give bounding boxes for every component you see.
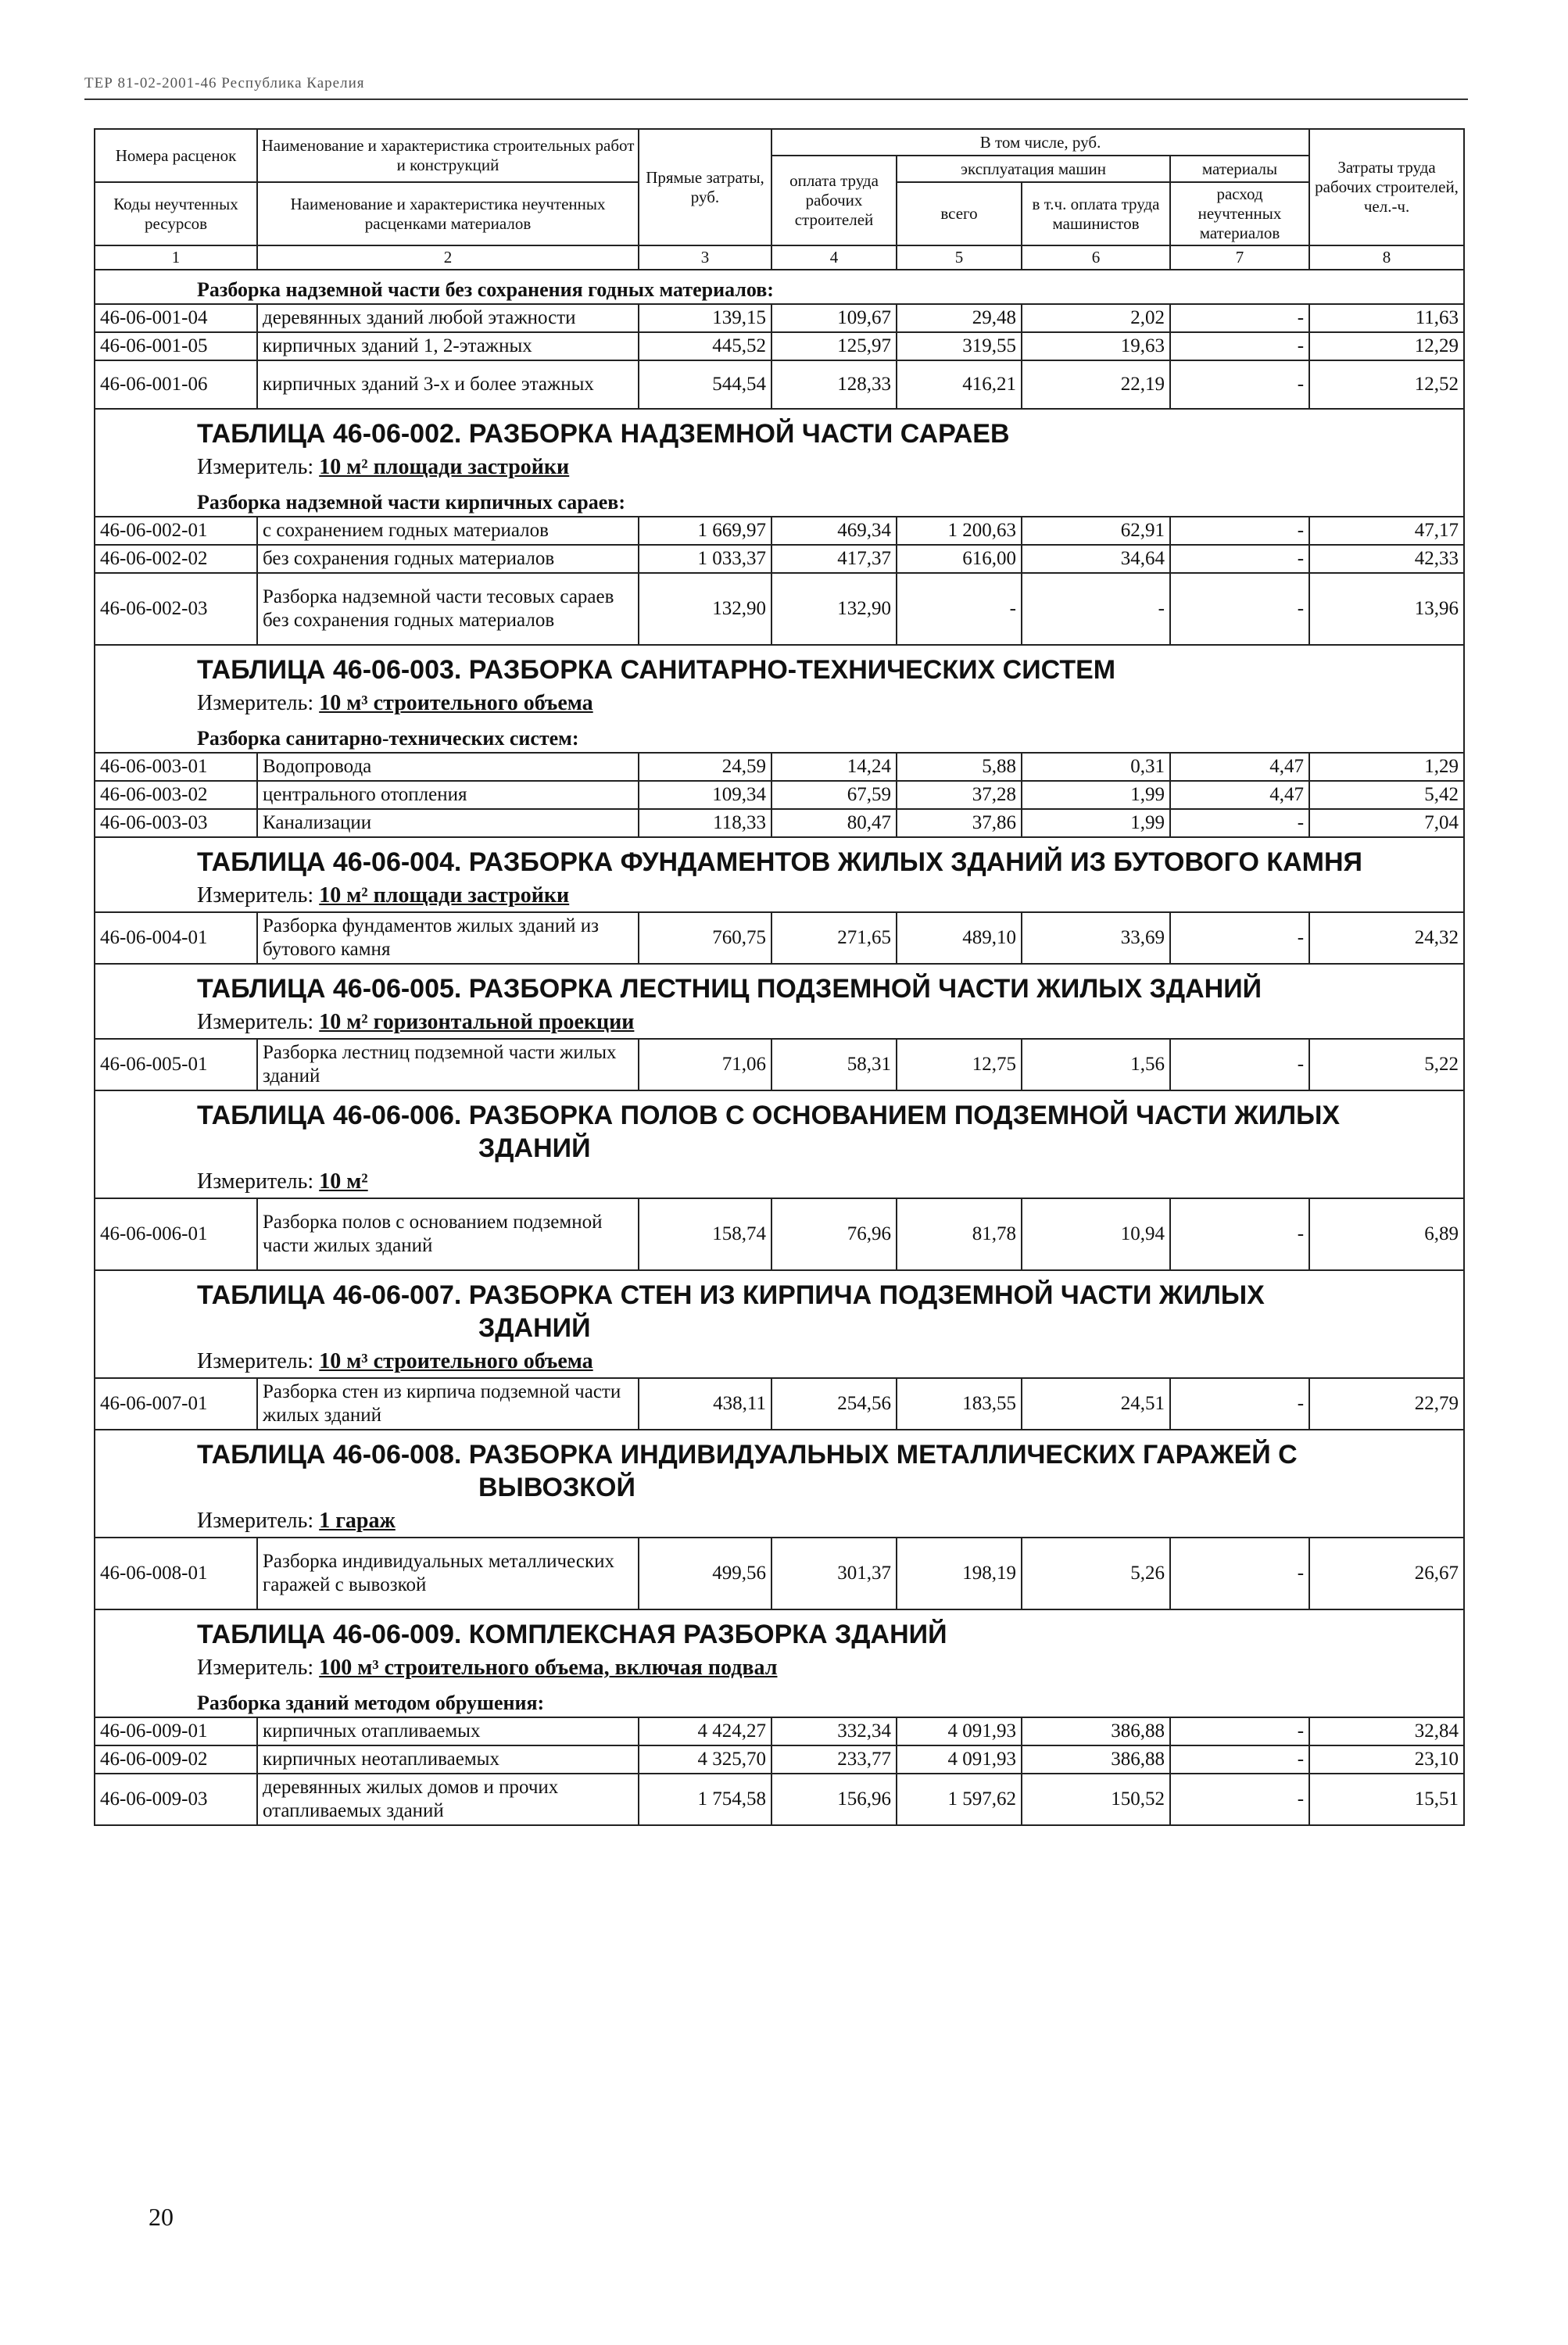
- wage-cost: 469,34: [771, 517, 897, 545]
- direct-cost: 1 669,97: [639, 517, 771, 545]
- work-name: кирпичных отапливаемых: [257, 1717, 639, 1745]
- col-name-sub-header: Наименование и характеристика неучтенных расценками материалов: [257, 182, 639, 245]
- group-title: Разборка надземной части без сохранения годных материалов:: [95, 270, 1464, 304]
- wage-cost: 417,37: [771, 545, 897, 573]
- measure-unit-label: Измеритель:: [197, 455, 320, 479]
- work-name: Водопровода: [257, 753, 639, 781]
- labor-cost: 32,84: [1309, 1717, 1464, 1745]
- rate-code: 46-06-008-01: [95, 1538, 257, 1609]
- work-name: кирпичных зданий 3-х и более этажных: [257, 360, 639, 409]
- rate-code: 46-06-003-03: [95, 809, 257, 837]
- direct-cost: 109,34: [639, 781, 771, 809]
- labor-cost: 13,96: [1309, 573, 1464, 645]
- group-title: Разборка надземной части кирпичных сараев:: [95, 483, 1464, 517]
- machine-cost: 12,75: [897, 1039, 1022, 1090]
- col-machines-wage-header: в т.ч. оплата труда машинистов: [1022, 182, 1170, 245]
- table-row: [95, 517, 1464, 545]
- material-cost: -: [1170, 1717, 1309, 1745]
- wage-cost: 132,90: [771, 573, 897, 645]
- rate-code: 46-06-002-02: [95, 545, 257, 573]
- direct-cost: 1 033,37: [639, 545, 771, 573]
- measure-unit: [95, 882, 1464, 912]
- rate-code: 46-06-001-06: [95, 360, 257, 409]
- measure-unit-label: Измеритель:: [197, 1509, 320, 1533]
- material-cost: -: [1170, 912, 1309, 964]
- table-title: [95, 1270, 1464, 1348]
- header-rule: [84, 98, 1468, 100]
- table-title-text-2: ЗДАНИЙ: [478, 1313, 591, 1343]
- wage-cost: 109,67: [771, 304, 897, 332]
- wage-cost: 128,33: [771, 360, 897, 409]
- labor-cost: 22,79: [1309, 1378, 1464, 1430]
- labor-cost: 15,51: [1309, 1774, 1464, 1825]
- machine-cost: 29,48: [897, 304, 1022, 332]
- measure-unit-label: Измеритель:: [197, 1656, 320, 1680]
- col-number: 4: [771, 245, 897, 270]
- col-direct-header: Прямые затраты, руб.: [639, 129, 771, 245]
- col-number: 3: [639, 245, 771, 270]
- running-header: ТЕР 81-02-2001-46 Республика Карелия: [84, 75, 365, 91]
- table-title: [95, 409, 1464, 453]
- table-title-row: [95, 964, 1464, 1008]
- material-cost: -: [1170, 1198, 1309, 1270]
- machine-cost: 4 091,93: [897, 1717, 1022, 1745]
- table-row: [95, 332, 1464, 360]
- labor-cost: 5,42: [1309, 781, 1464, 809]
- unit-row: [95, 882, 1464, 912]
- rate-code: 46-06-001-04: [95, 304, 257, 332]
- wage-cost: 254,56: [771, 1378, 897, 1430]
- machine-cost: -: [897, 573, 1022, 645]
- work-name: кирпичных зданий 1, 2-этажных: [257, 332, 639, 360]
- rate-code: 46-06-002-01: [95, 517, 257, 545]
- table-row: [95, 1717, 1464, 1745]
- rate-code: 46-06-009-03: [95, 1774, 257, 1825]
- work-name: с сохранением годных материалов: [257, 517, 639, 545]
- direct-cost: 438,11: [639, 1378, 771, 1430]
- table-row: [95, 753, 1464, 781]
- wage-cost: 80,47: [771, 809, 897, 837]
- table-row: [95, 1378, 1464, 1430]
- direct-cost: 4 424,27: [639, 1717, 771, 1745]
- machine-wage-cost: 33,69: [1022, 912, 1170, 964]
- measure-unit-value: 1 гараж: [319, 1509, 396, 1533]
- unit-row: [95, 1507, 1464, 1538]
- labor-cost: 12,29: [1309, 332, 1464, 360]
- table-title-text: ТАБЛИЦА 46-06-005. РАЗБОРКА ЛЕСТНИЦ ПОДЗЕМНОЙ ЧАСТИ ЖИЛЫХ ЗДАНИЙ: [197, 974, 1262, 1004]
- rate-code: 46-06-009-01: [95, 1717, 257, 1745]
- machine-wage-cost: 24,51: [1022, 1378, 1170, 1430]
- group-row: [95, 1684, 1464, 1717]
- table-row: [95, 1198, 1464, 1270]
- machine-wage-cost: 0,31: [1022, 753, 1170, 781]
- direct-cost: 544,54: [639, 360, 771, 409]
- sections-body: [95, 270, 1464, 1825]
- table-row: [95, 1538, 1464, 1609]
- table-title: [95, 1090, 1464, 1168]
- col-group-header: В том числе, руб.: [771, 129, 1309, 156]
- machine-wage-cost: 1,99: [1022, 781, 1170, 809]
- measure-unit-label: Измеритель:: [197, 1349, 320, 1373]
- machine-cost: 489,10: [897, 912, 1022, 964]
- rate-code: 46-06-004-01: [95, 912, 257, 964]
- table-title: [95, 1609, 1464, 1654]
- col-machines-header: эксплуатация машин: [897, 156, 1170, 182]
- machine-wage-cost: 2,02: [1022, 304, 1170, 332]
- machine-wage-cost: 10,94: [1022, 1198, 1170, 1270]
- column-numbers-row: [95, 245, 1464, 270]
- labor-cost: 6,89: [1309, 1198, 1464, 1270]
- table-title-text: ТАБЛИЦА 46-06-004. РАЗБОРКА ФУНДАМЕНТОВ ЖИЛЫХ ЗДАНИЙ ИЗ БУТОВОГО КАМНЯ: [197, 847, 1362, 877]
- machine-wage-cost: 62,91: [1022, 517, 1170, 545]
- work-name: Канализации: [257, 809, 639, 837]
- table-title: [95, 837, 1464, 882]
- direct-cost: 139,15: [639, 304, 771, 332]
- work-name: деревянных жилых домов и прочих отапливаемых зданий: [257, 1774, 639, 1825]
- machine-wage-cost: 22,19: [1022, 360, 1170, 409]
- group-row: [95, 270, 1464, 304]
- col-number: 2: [257, 245, 639, 270]
- labor-cost: 7,04: [1309, 809, 1464, 837]
- rate-code: 46-06-003-02: [95, 781, 257, 809]
- direct-cost: 118,33: [639, 809, 771, 837]
- material-cost: -: [1170, 1378, 1309, 1430]
- table-title-text: ТАБЛИЦА 46-06-006. РАЗБОРКА ПОЛОВ С ОСНОВАНИЕМ ПОДЗЕМНОЙ ЧАСТИ ЖИЛЫХ: [197, 1101, 1341, 1130]
- machine-wage-cost: -: [1022, 573, 1170, 645]
- material-cost: -: [1170, 1039, 1309, 1090]
- col-name-header: Наименование и характеристика строительных работ и конструкций: [257, 129, 639, 182]
- machine-cost: 4 091,93: [897, 1745, 1022, 1774]
- table-title-text-2: ВЫВОЗКОЙ: [478, 1473, 635, 1502]
- machine-cost: 416,21: [897, 360, 1022, 409]
- wage-cost: 58,31: [771, 1039, 897, 1090]
- measure-unit: [95, 689, 1464, 719]
- labor-cost: 12,52: [1309, 360, 1464, 409]
- col-number: 1: [95, 245, 257, 270]
- unit-row: [95, 453, 1464, 483]
- direct-cost: 1 754,58: [639, 1774, 771, 1825]
- measure-unit-label: Измеритель:: [197, 883, 320, 908]
- work-name: Разборка надземной части тесовых сараев без сохранения годных материалов: [257, 573, 639, 645]
- material-cost: -: [1170, 1774, 1309, 1825]
- work-name: Разборка лестниц подземной части жилых зданий: [257, 1039, 639, 1090]
- direct-cost: 4 325,70: [639, 1745, 771, 1774]
- col-codes-sub-header: Коды неучтенных ресурсов: [95, 182, 257, 245]
- material-cost: -: [1170, 573, 1309, 645]
- wage-cost: 271,65: [771, 912, 897, 964]
- page-number: 20: [149, 2203, 174, 2231]
- machine-cost: 616,00: [897, 545, 1022, 573]
- table-title-text: ТАБЛИЦА 46-06-007. РАЗБОРКА СТЕН ИЗ КИРПИЧА ПОДЗЕМНОЙ ЧАСТИ ЖИЛЫХ: [197, 1280, 1265, 1310]
- rate-code: 46-06-005-01: [95, 1039, 257, 1090]
- table-row: [95, 573, 1464, 645]
- machine-cost: 183,55: [897, 1378, 1022, 1430]
- measure-unit-value: 10 м² площади застройки: [319, 455, 570, 479]
- direct-cost: 132,90: [639, 573, 771, 645]
- table-header: [95, 129, 1464, 270]
- machine-cost: 1 597,62: [897, 1774, 1022, 1825]
- measure-unit-label: Измеритель:: [197, 1169, 320, 1194]
- labor-cost: 23,10: [1309, 1745, 1464, 1774]
- col-number: 5: [897, 245, 1022, 270]
- group-row: [95, 483, 1464, 517]
- material-cost: 4,47: [1170, 781, 1309, 809]
- machine-cost: 5,88: [897, 753, 1022, 781]
- direct-cost: 24,59: [639, 753, 771, 781]
- measure-unit: [95, 1348, 1464, 1378]
- unit-row: [95, 689, 1464, 719]
- table-title-text-2: ЗДАНИЙ: [478, 1133, 591, 1163]
- table-row: [95, 1774, 1464, 1825]
- material-cost: -: [1170, 809, 1309, 837]
- wage-cost: 233,77: [771, 1745, 897, 1774]
- wage-cost: 156,96: [771, 1774, 897, 1825]
- wage-cost: 301,37: [771, 1538, 897, 1609]
- measure-unit-label: Измеритель:: [197, 1010, 320, 1034]
- table-row: [95, 1745, 1464, 1774]
- machine-wage-cost: 386,88: [1022, 1745, 1170, 1774]
- machine-wage-cost: 34,64: [1022, 545, 1170, 573]
- wage-cost: 125,97: [771, 332, 897, 360]
- machine-cost: 81,78: [897, 1198, 1022, 1270]
- col-number: 6: [1022, 245, 1170, 270]
- unit-row: [95, 1348, 1464, 1378]
- table-title-row: [95, 837, 1464, 882]
- measure-unit: [95, 1507, 1464, 1538]
- rate-code: 46-06-009-02: [95, 1745, 257, 1774]
- table-row: [95, 912, 1464, 964]
- direct-cost: 71,06: [639, 1039, 771, 1090]
- table-title-row: [95, 645, 1464, 689]
- material-cost: -: [1170, 1745, 1309, 1774]
- table-title-text: ТАБЛИЦА 46-06-002. РАЗБОРКА НАДЗЕМНОЙ ЧАСТИ САРАЕВ: [197, 419, 1010, 449]
- work-name: Разборка полов с основанием подземной части жилых зданий: [257, 1198, 639, 1270]
- machine-cost: 1 200,63: [897, 517, 1022, 545]
- col-labor-header: Затраты труда рабочих строителей, чел.-ч.: [1309, 129, 1464, 245]
- col-number: 8: [1309, 245, 1464, 270]
- table-row: [95, 809, 1464, 837]
- table-row: [95, 1039, 1464, 1090]
- measure-unit-label: Измеритель:: [197, 691, 320, 715]
- table-title-text: ТАБЛИЦА 46-06-009. КОМПЛЕКСНАЯ РАЗБОРКА ЗДАНИЙ: [197, 1620, 947, 1649]
- group-title: Разборка санитарно-технических систем:: [95, 719, 1464, 753]
- measure-unit: [95, 1654, 1464, 1684]
- machine-wage-cost: 19,63: [1022, 332, 1170, 360]
- table-title-row: [95, 1270, 1464, 1348]
- material-cost: -: [1170, 517, 1309, 545]
- direct-cost: 445,52: [639, 332, 771, 360]
- col-wage-header: оплата труда рабочих строителей: [771, 156, 897, 245]
- machine-wage-cost: 386,88: [1022, 1717, 1170, 1745]
- direct-cost: 158,74: [639, 1198, 771, 1270]
- table-title-text: ТАБЛИЦА 46-06-008. РАЗБОРКА ИНДИВИДУАЛЬНЫХ МЕТАЛЛИЧЕСКИХ ГАРАЖЕЙ С: [197, 1440, 1298, 1470]
- measure-unit-value: 10 м³ строительного объема: [319, 691, 593, 715]
- table-row: [95, 304, 1464, 332]
- measure-unit: [95, 453, 1464, 483]
- table-row: [95, 545, 1464, 573]
- work-name: Разборка индивидуальных металлических гаражей с вывозкой: [257, 1538, 639, 1609]
- machine-cost: 198,19: [897, 1538, 1022, 1609]
- unit-row: [95, 1008, 1464, 1039]
- unit-row: [95, 1654, 1464, 1684]
- labor-cost: 1,29: [1309, 753, 1464, 781]
- unit-row: [95, 1168, 1464, 1198]
- work-name: Разборка стен из кирпича подземной части жилых зданий: [257, 1378, 639, 1430]
- work-name: центрального отопления: [257, 781, 639, 809]
- col-machines-total-header: всего: [897, 182, 1022, 245]
- wage-cost: 76,96: [771, 1198, 897, 1270]
- material-cost: -: [1170, 545, 1309, 573]
- table-title-row: [95, 1090, 1464, 1168]
- table-title: [95, 645, 1464, 689]
- wage-cost: 332,34: [771, 1717, 897, 1745]
- table-row: [95, 781, 1464, 809]
- labor-cost: 42,33: [1309, 545, 1464, 573]
- rate-code: 46-06-006-01: [95, 1198, 257, 1270]
- table-title-text: ТАБЛИЦА 46-06-003. РАЗБОРКА САНИТАРНО-ТЕХНИЧЕСКИХ СИСТЕМ: [197, 655, 1116, 685]
- measure-unit-value: 10 м² горизонтальной проекции: [319, 1010, 635, 1034]
- measure-unit-value: 10 м² площади застройки: [319, 883, 570, 908]
- material-cost: -: [1170, 360, 1309, 409]
- machine-wage-cost: 1,56: [1022, 1039, 1170, 1090]
- table-title-row: [95, 1609, 1464, 1654]
- rate-code: 46-06-002-03: [95, 573, 257, 645]
- col-materials-sub-header: расход неучтенных материалов: [1170, 182, 1309, 245]
- labor-cost: 47,17: [1309, 517, 1464, 545]
- labor-cost: 24,32: [1309, 912, 1464, 964]
- col-materials-header: материалы: [1170, 156, 1309, 182]
- material-cost: -: [1170, 332, 1309, 360]
- labor-cost: 26,67: [1309, 1538, 1464, 1609]
- measure-unit: [95, 1008, 1464, 1039]
- machine-wage-cost: 1,99: [1022, 809, 1170, 837]
- work-name: без сохранения годных материалов: [257, 545, 639, 573]
- machine-cost: 37,86: [897, 809, 1022, 837]
- group-title: Разборка зданий методом обрушения:: [95, 1684, 1464, 1717]
- measure-unit: [95, 1168, 1464, 1198]
- machine-wage-cost: 150,52: [1022, 1774, 1170, 1825]
- group-row: [95, 719, 1464, 753]
- rate-code: 46-06-003-01: [95, 753, 257, 781]
- material-cost: -: [1170, 304, 1309, 332]
- machine-wage-cost: 5,26: [1022, 1538, 1170, 1609]
- table-title-row: [95, 1430, 1464, 1507]
- material-cost: 4,47: [1170, 753, 1309, 781]
- table-row: [95, 360, 1464, 409]
- labor-cost: 5,22: [1309, 1039, 1464, 1090]
- work-name: кирпичных неотапливаемых: [257, 1745, 639, 1774]
- rates-table: [94, 128, 1465, 1826]
- table-title: [95, 1430, 1464, 1507]
- rates-page: [94, 128, 1463, 1826]
- rate-code: 46-06-007-01: [95, 1378, 257, 1430]
- table-title: [95, 964, 1464, 1008]
- rate-code: 46-06-001-05: [95, 332, 257, 360]
- labor-cost: 11,63: [1309, 304, 1464, 332]
- measure-unit-value: 100 м³ строительного объема, включая подвал: [319, 1656, 778, 1680]
- table-title-row: [95, 409, 1464, 453]
- work-name: Разборка фундаментов жилых зданий из бутового камня: [257, 912, 639, 964]
- material-cost: -: [1170, 1538, 1309, 1609]
- direct-cost: 499,56: [639, 1538, 771, 1609]
- direct-cost: 760,75: [639, 912, 771, 964]
- wage-cost: 14,24: [771, 753, 897, 781]
- col-codes-header: Номера расценок: [95, 129, 257, 182]
- wage-cost: 67,59: [771, 781, 897, 809]
- machine-cost: 37,28: [897, 781, 1022, 809]
- machine-cost: 319,55: [897, 332, 1022, 360]
- measure-unit-value: 10 м²: [319, 1169, 368, 1194]
- col-number: 7: [1170, 245, 1309, 270]
- measure-unit-value: 10 м³ строительного объема: [319, 1349, 593, 1373]
- work-name: деревянных зданий любой этажности: [257, 304, 639, 332]
